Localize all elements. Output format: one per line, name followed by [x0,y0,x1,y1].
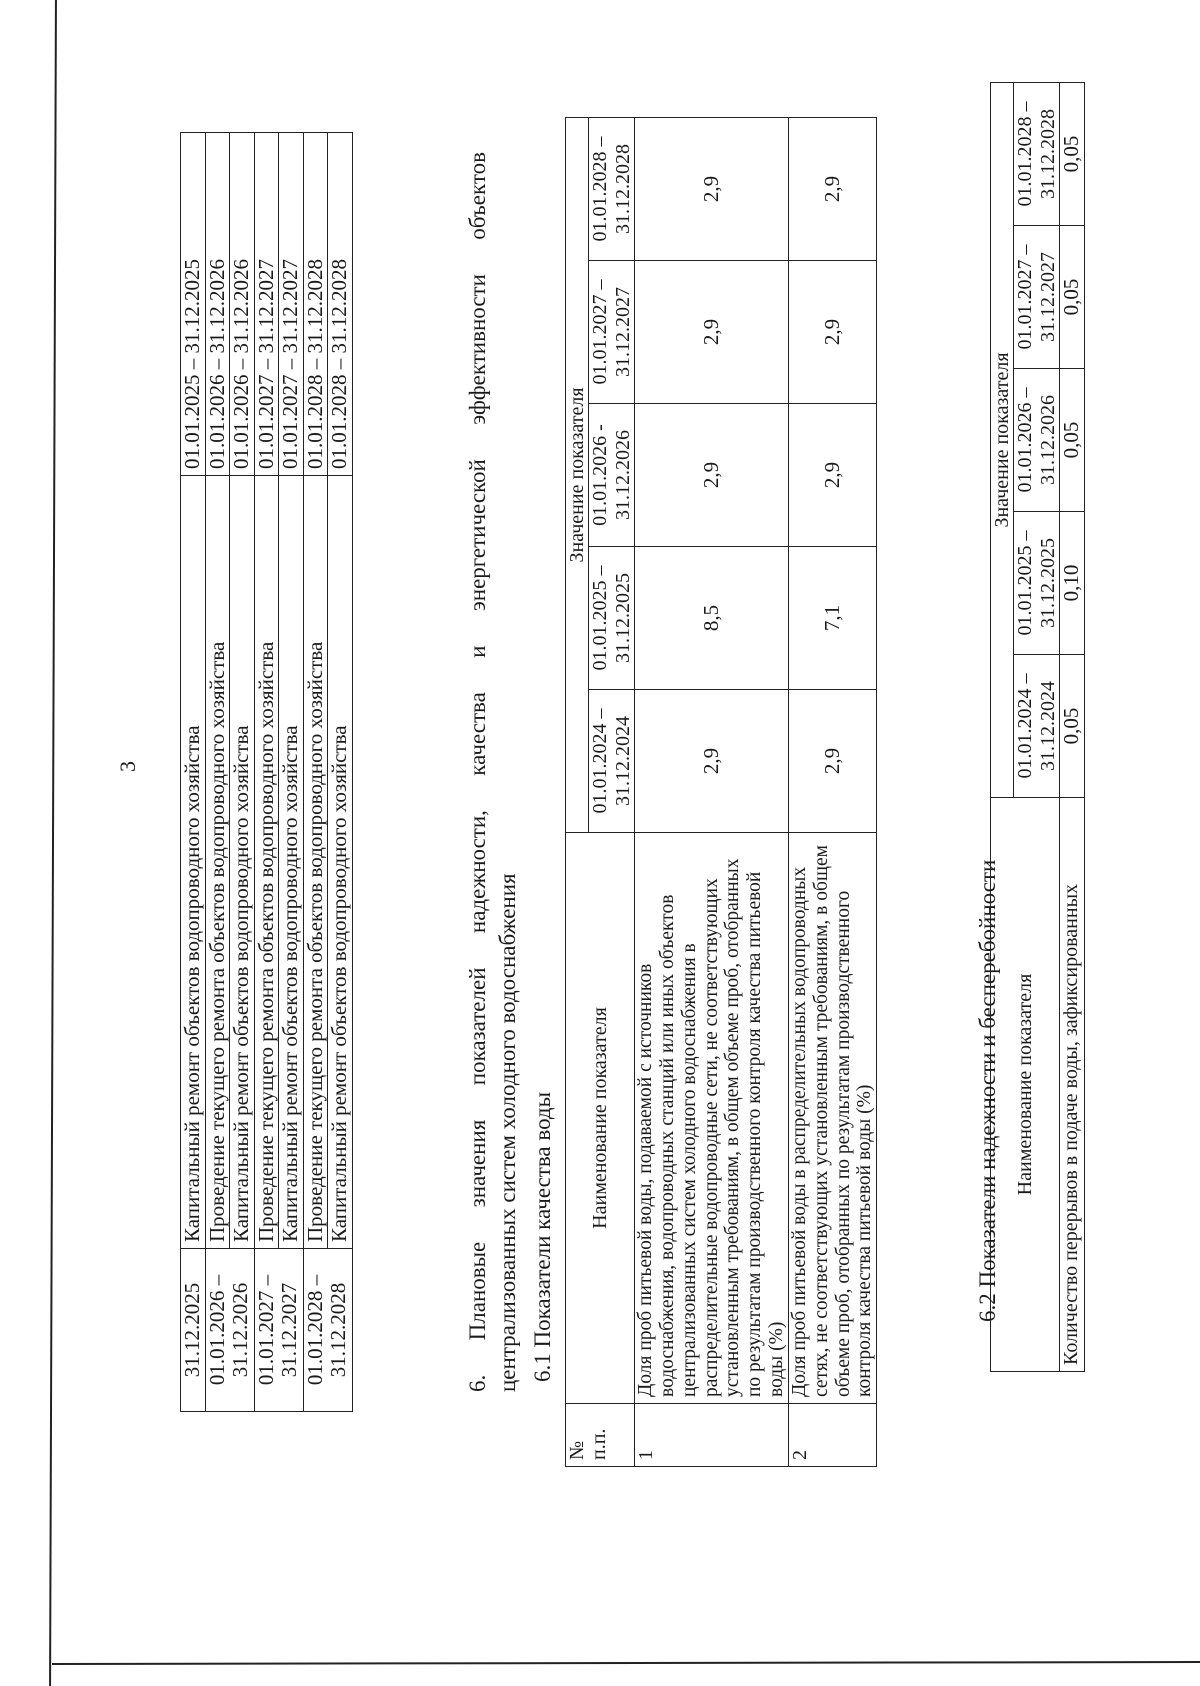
col-group-header: Значение показателя [991,83,1014,798]
period-cell: 01.01.2027 – 31.12.2027 [254,1249,303,1412]
work-cell: Проведение текущего ремонта объектов водопроводного хозяйства [303,476,328,1249]
value-cell: 2,9 [788,118,876,261]
section-6-1-title: 6.1 Показатели качества воды [530,1091,555,1382]
repair-schedule-table [180,132,353,1412]
period-header: 01.01.2026 - 31.12.2026 [589,404,635,547]
value-cell: 8,5 [635,547,789,690]
period-header: 01.01.2028 – 31.12.2028 [589,118,635,261]
period-cell: 01.01.2028 – 31.12.2028 [303,1249,352,1412]
work-cell: Капитальный ремонт объектов водопроводного хозяйства [279,476,304,1249]
value-cell: 0,10 [1060,512,1085,655]
table-row [328,133,353,1412]
period-header: 01.01.2025 – 31.12.2025 [1014,512,1060,655]
period-header: 01.01.2028 – 31.12.2028 [1014,83,1060,226]
work-cell: Проведение текущего ремонта объектов водопроводного хозяйства [205,476,230,1249]
scan-edge-bottom [52,1661,1200,1665]
value-cell: 0,05 [1060,655,1085,798]
reliability-table [990,82,1085,1372]
value-cell: 2,9 [635,261,789,404]
indicator-name: Доля проб питьевой воды, подаваемой с источников водоснабжения, водопроводных станций или иных объектов централизованных систем холодного водоснабжения в распределительные водопроводные сети, не соответствующих установленным требованиям, в общем объеме проб, отобранных по результатам производственного контроля качества питьевой воды (%) [635,833,789,1404]
section-6-heading-cont: централизованных систем холодного водоснабжения [495,873,520,1392]
value-cell: 2,9 [788,404,876,547]
work-cell: Капитальный ремонт объектов водопроводного хозяйства [328,476,353,1249]
dates-cell: 01.01.2026 – 31.12.2026 [230,133,255,476]
table-row [181,133,206,1412]
period-header: 01.01.2024 – 31.12.2024 [589,690,635,833]
value-cell: 2,9 [635,690,789,833]
value-cell: 2,9 [635,118,789,261]
col-num-header: № п.п. [566,1404,635,1467]
value-cell: 2,9 [635,404,789,547]
table-row [254,133,279,1412]
period-header: 01.01.2024 – 31.12.2024 [1014,655,1060,798]
period-header: 01.01.2026 – 31.12.2026 [1014,369,1060,512]
value-cell: 2,9 [788,261,876,404]
period-header: 01.01.2025 – 31.12.2025 [589,547,635,690]
table-row [788,118,876,1467]
table-row [230,133,255,1412]
table-header-row [566,118,589,1467]
col-name-header: Наименование показателя [566,833,635,1404]
value-cell: 2,9 [788,690,876,833]
work-cell: Капитальный ремонт объектов водопроводного хозяйства [181,476,206,1249]
period-cell: 01.01.2026 – 31.12.2026 [205,1249,254,1412]
rotated-page [55,92,1145,1652]
table-row [279,133,304,1412]
col-name-header: Наименование показателя [991,798,1060,1372]
table-row [1060,83,1085,1372]
col-group-header: Значение показателя [566,118,589,833]
dates-cell: 01.01.2028 – 31.12.2028 [328,133,353,476]
section-6-2-title: 6.2 Показатели надежности и бесперебойности [975,859,1000,1322]
row-num: 1 [635,1404,789,1467]
work-cell: Капитальный ремонт объектов водопроводного хозяйства [230,476,255,1249]
indicator-name: Доля проб питьевой воды в распределительных водопроводных сетях, не соответствующих установленным требованиям, в общем объеме проб, отобранных по результатам производственного контроля качества питьевой воды (%) [788,833,876,1404]
period-header: 01.01.2027 – 31.12.2027 [589,261,635,404]
dates-cell: 01.01.2025 – 31.12.2025 [181,133,206,476]
dates-cell: 01.01.2027 – 31.12.2027 [279,133,304,476]
table-header-row [991,83,1014,1372]
dates-cell: 01.01.2028 – 31.12.2028 [303,133,328,476]
water-quality-table [565,117,877,1467]
work-cell: Проведение текущего ремонта объектов водопроводного хозяйства [254,476,279,1249]
dates-cell: 01.01.2027 – 31.12.2027 [254,133,279,476]
period-cell: 31.12.2025 [181,1249,206,1412]
value-cell: 0,05 [1060,369,1085,512]
page-number: 3 [115,761,140,772]
section-6-heading: 6. Плановые значения показателей надежности, качества и энергетической эффективности объектов [465,152,490,1392]
dates-cell: 01.01.2026 – 31.12.2026 [205,133,230,476]
table-row [205,133,230,1412]
value-cell: 0,05 [1060,226,1085,369]
table-row [303,133,328,1412]
value-cell: 0,05 [1060,83,1085,226]
value-cell: 7,1 [788,547,876,690]
table-row [635,118,789,1467]
row-num: 2 [788,1404,876,1467]
period-header: 01.01.2027 – 31.12.2027 [1014,226,1060,369]
indicator-name: Количество перерывов в подаче воды, зафиксированных [1060,798,1085,1372]
